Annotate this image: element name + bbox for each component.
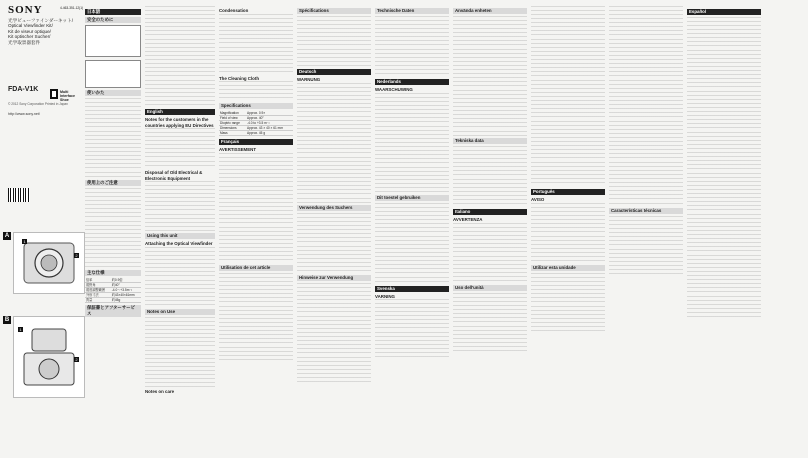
spec-key: 視度調整範囲 bbox=[86, 288, 106, 293]
part-number: 4-463-351-12(1) bbox=[60, 6, 84, 10]
section-hinweise: Hinweise zur Verwendung bbox=[297, 275, 371, 281]
body-text-block bbox=[219, 14, 293, 74]
product-title-ja: 光学ビューファインダーキット/ bbox=[8, 18, 73, 23]
section-using: Using this unit bbox=[145, 233, 215, 239]
viewfinder-photo-front bbox=[13, 232, 85, 294]
section-utilizar: Utilizar esta unidade bbox=[531, 265, 605, 271]
spec-value: 約43×40×61mm bbox=[111, 293, 135, 298]
body-text-block bbox=[687, 17, 761, 317]
spec-value: 約0.9倍 bbox=[111, 278, 123, 282]
spec-value: Approx. 0.9× bbox=[247, 111, 266, 115]
table-row bbox=[219, 131, 293, 136]
body-text-block-5 bbox=[145, 317, 215, 387]
japanese-column bbox=[85, 6, 141, 319]
section-anvanda: Använda enheten bbox=[453, 8, 527, 14]
spec-key: 視野角 bbox=[86, 283, 96, 288]
sony-url: http://www.sony.net/ bbox=[8, 112, 40, 116]
italiano-title: Italiano bbox=[453, 209, 527, 215]
body-text-block-3 bbox=[453, 223, 527, 283]
french-german-column bbox=[297, 6, 371, 383]
spec-value: 約40° bbox=[111, 283, 120, 288]
section-disposal: Disposal of Old Electrical & Electronic Equipment bbox=[145, 170, 203, 181]
japanese-title: 日本語 bbox=[85, 9, 141, 15]
espanol-title: Español bbox=[687, 9, 761, 15]
body-text-block-2 bbox=[297, 83, 371, 203]
svenska-title: Svenska bbox=[375, 286, 449, 292]
section-condensation: Condensation bbox=[219, 8, 249, 13]
section-eu-notes: Notes for the customers in the countries applying EU Directives bbox=[145, 117, 214, 128]
product-title-zh: 光学取景器套件 bbox=[8, 39, 41, 45]
spec-key: Mass bbox=[220, 131, 228, 136]
section-utilisation: Utilisation de cet article bbox=[219, 265, 293, 271]
body-text-block-2 bbox=[85, 188, 141, 268]
body-text-block-2 bbox=[531, 203, 605, 263]
warning-title: 安全のために bbox=[85, 17, 141, 23]
product-title-de: Kit optischer Sucher/ bbox=[8, 34, 51, 40]
sony-logo: SONY bbox=[8, 4, 43, 16]
table-row bbox=[219, 126, 293, 131]
section-cleaning-cloth: The Cleaning Cloth bbox=[219, 75, 260, 81]
section-varning: VARNING bbox=[375, 293, 395, 299]
panel-a-label: A bbox=[4, 233, 10, 239]
body-text-block bbox=[85, 98, 141, 178]
spec-key: Field of view bbox=[220, 116, 238, 121]
section-avertissement: AVERTISSEMENT bbox=[219, 147, 256, 153]
section-warnung: WARNUNG bbox=[297, 77, 321, 82]
callout-2: 2 bbox=[75, 253, 78, 258]
spec-value: -4.0〜+3.5m⁻¹ bbox=[111, 288, 133, 293]
spec-key: 倍率 bbox=[86, 278, 93, 282]
body-text-block bbox=[145, 6, 215, 106]
francais-title: Français bbox=[219, 139, 293, 145]
section-verwendung: Verwendung des Suchers bbox=[297, 205, 371, 211]
italian-portuguese-column bbox=[531, 6, 605, 333]
callout-4: 2 bbox=[75, 357, 78, 362]
portuguese-column-2 bbox=[609, 6, 683, 276]
spec-table-en bbox=[219, 111, 293, 136]
section-aviso: AVISO bbox=[531, 197, 545, 202]
copyright: © 2012 Sony Corporation Printed in Japan bbox=[8, 102, 68, 106]
section-waarschuwing: WAARSCHUWING bbox=[375, 87, 413, 92]
section-notes: 使用上のご注意 bbox=[85, 180, 141, 186]
section-spec: 主な仕様 bbox=[85, 270, 141, 276]
section-technische-daten: Technische Daten bbox=[375, 8, 449, 14]
body-text-block-3 bbox=[297, 213, 371, 273]
spec-table-ja bbox=[85, 278, 141, 303]
portugues-title: Português bbox=[531, 189, 605, 195]
body-text-block-2 bbox=[219, 81, 293, 101]
viewfinder-photo-mounted bbox=[13, 316, 85, 398]
spec-key: Magnification bbox=[220, 111, 239, 115]
spanish-column bbox=[687, 6, 761, 317]
caution-box bbox=[85, 60, 141, 88]
product-title-fr: Kit de viseur optique/ bbox=[8, 28, 51, 34]
section-specifications-fr: Spécifications bbox=[297, 8, 371, 14]
section-warranty: 保証書とアフターサービス bbox=[85, 305, 141, 317]
barcode-image bbox=[8, 188, 30, 202]
section-care: Notes on care bbox=[145, 388, 175, 394]
section-notes-on-use: Notes on Use bbox=[145, 309, 215, 315]
product-titles bbox=[8, 18, 96, 45]
section-attach: Attaching the Optical Viewfinder bbox=[145, 241, 213, 246]
body-text-block-4 bbox=[219, 273, 293, 363]
deutsch-title: Deutsch bbox=[297, 69, 371, 75]
body-text-block-2 bbox=[609, 216, 683, 276]
section-dit-toestel: Dit toestel gebruiken bbox=[375, 195, 449, 201]
model-number: FDA-V1K bbox=[8, 86, 39, 93]
english-column bbox=[145, 6, 215, 394]
callout-3: 1 bbox=[19, 327, 22, 332]
german-dutch-swedish-column bbox=[375, 6, 449, 359]
body-text-block-2 bbox=[453, 146, 527, 206]
body-text-block bbox=[531, 6, 605, 186]
section-avvertenza: AVVERTENZA bbox=[453, 217, 483, 222]
body-text-block-4 bbox=[145, 247, 215, 307]
spec-key: 質量 bbox=[86, 298, 93, 303]
english-title: English bbox=[145, 109, 215, 115]
swedish-italian-column bbox=[453, 6, 527, 353]
spec-value: 約45g bbox=[111, 298, 121, 303]
body-text-block-4 bbox=[297, 283, 371, 383]
body-text-block-3 bbox=[375, 203, 449, 283]
callout-1: 1 bbox=[23, 239, 26, 244]
section-specifications: Specifications bbox=[219, 103, 293, 109]
spec-key: 外形寸法 bbox=[86, 293, 99, 298]
table-row bbox=[85, 298, 141, 303]
product-title-en: Optical Viewfinder Kit/ bbox=[8, 23, 53, 29]
body-text-block-3 bbox=[219, 153, 293, 263]
body-text-block-3 bbox=[145, 181, 215, 231]
english-french-column bbox=[219, 6, 293, 363]
body-text-block-4 bbox=[453, 293, 527, 353]
body-text-block-2 bbox=[145, 128, 215, 168]
spec-value: Approx. 45 g bbox=[247, 131, 266, 136]
body-text-block bbox=[609, 6, 683, 206]
body-text-block bbox=[453, 16, 527, 136]
section-tekniska-data: Tekniska data bbox=[453, 138, 527, 144]
spec-key: Dimensions bbox=[220, 126, 237, 131]
multi-interface-shoe-logo bbox=[50, 88, 82, 101]
section-caracteristicas: Características técnicas bbox=[609, 208, 683, 214]
spec-value: Approx. 40° bbox=[247, 116, 264, 121]
nederlands-title: Nederlands bbox=[375, 79, 449, 85]
body-text-block-4 bbox=[375, 299, 449, 359]
panel-b-label: B bbox=[4, 317, 10, 323]
shoe-logo-text: Multi Interface Shoe bbox=[60, 90, 75, 102]
body-text-block bbox=[375, 16, 449, 76]
spec-value: -4.0 to +3.5 m⁻¹ bbox=[247, 121, 270, 126]
section-uso: Uso dell'unità bbox=[453, 285, 527, 291]
section-parts: 使いかた bbox=[85, 90, 141, 96]
body-text-block-3 bbox=[531, 273, 605, 333]
spec-value: Approx. 43 × 40 × 61 mm bbox=[247, 126, 283, 131]
body-text-block bbox=[297, 16, 371, 66]
warning-box bbox=[85, 25, 141, 57]
spec-key: Dioptric range bbox=[220, 121, 240, 126]
body-text-block-2 bbox=[375, 93, 449, 193]
